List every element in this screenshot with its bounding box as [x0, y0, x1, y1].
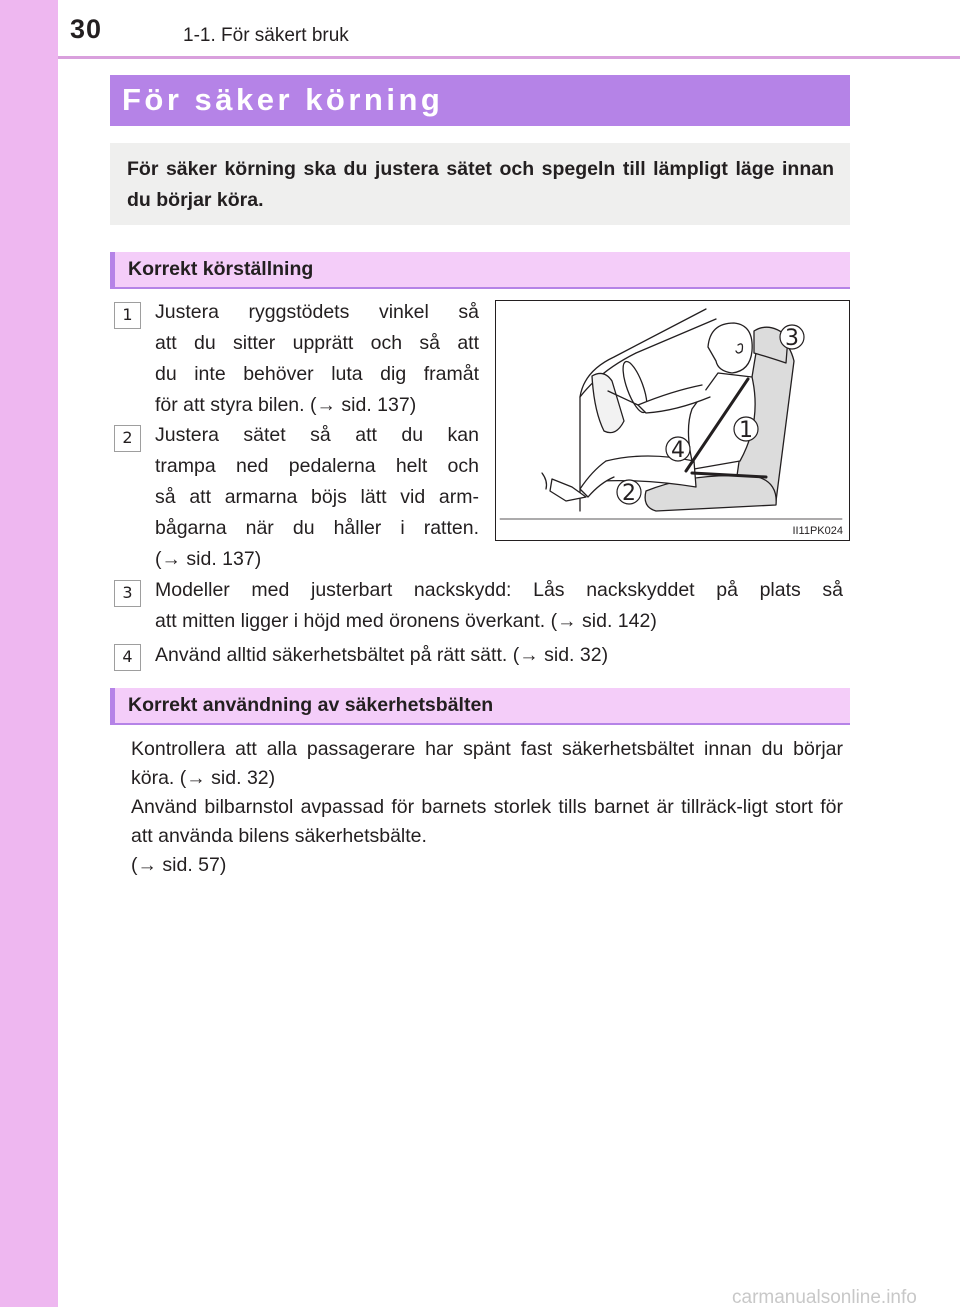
- list-item: [155, 420, 479, 575]
- item-line: Justera ryggstödets vinkel så: [155, 301, 479, 323]
- item-line: att du sitter upprätt och så att: [155, 332, 479, 354]
- item-line: för att styra bilen. (→ sid. 137): [155, 394, 417, 416]
- section-heading-seatbelt-use: [110, 688, 850, 725]
- body-paragraph: (→ sid. 57): [131, 854, 227, 876]
- item-line: Modeller med justerbart nackskydd: Lås nackskyddet på plats så: [155, 579, 843, 601]
- item-line: så att armarna böjs lätt vid arm-: [155, 486, 479, 508]
- callout-4: 4: [671, 438, 685, 463]
- item-number-badge: 3: [114, 580, 141, 607]
- driver-seat-drawing: [496, 301, 848, 539]
- list-item: [155, 575, 843, 637]
- page-title-bar: [110, 75, 850, 126]
- body-paragraph: Kontrollera att alla passagerare har spänt fast säkerhetsbältet innan du börjar köra. (→ sid. 32): [131, 738, 843, 789]
- side-color-band: [0, 0, 58, 1307]
- item-line: bågarna när du håller i ratten.: [155, 517, 479, 539]
- breadcrumb: 1-1. För säkert bruk: [183, 25, 349, 46]
- item-line: att mitten ligger i höjd med öronens överkant. (→ sid. 142): [155, 610, 657, 632]
- callout-3: 3: [785, 326, 799, 351]
- callout-2: 2: [622, 481, 636, 506]
- header-divider: [58, 56, 960, 59]
- figure-code: II11PK024: [792, 525, 843, 537]
- list-item: [155, 297, 479, 421]
- item-line: du inte behöver luta dig framåt: [155, 363, 479, 385]
- section-heading-driving-position: [110, 252, 850, 289]
- item-line: (→ sid. 137): [155, 548, 262, 570]
- body-paragraph: Använd bilbarnstol avpassad för barnets storlek tills barnet är tillräck-ligt stort för att använda bilens säkerhetsbälte.: [131, 796, 843, 847]
- item-number-badge: 4: [114, 644, 141, 671]
- item-line: trampa ned pedalerna helt och: [155, 455, 479, 477]
- item-number-badge: 1: [114, 302, 141, 329]
- page-title: För säker körning: [122, 82, 444, 117]
- site-watermark: carmanualsonline.info: [732, 1287, 917, 1307]
- list-item: [155, 640, 843, 671]
- driving-position-illustration: [495, 300, 850, 541]
- intro-box: [110, 143, 850, 225]
- page-number: 30: [70, 14, 103, 44]
- section-heading-text: Korrekt användning av säkerhetsbälten: [128, 694, 494, 716]
- item-line: Justera sätet så att du kan: [155, 424, 479, 446]
- section-heading-text: Korrekt körställning: [128, 258, 314, 280]
- item-number-badge: 2: [114, 425, 141, 452]
- item-line: Använd alltid säkerhetsbältet på rätt sätt. (→ sid. 32): [155, 644, 609, 666]
- callout-1: 1: [739, 418, 753, 443]
- intro-text: För säker körning ska du justera sätet och spegeln till lämpligt läge innan du börjar köra.: [127, 158, 834, 211]
